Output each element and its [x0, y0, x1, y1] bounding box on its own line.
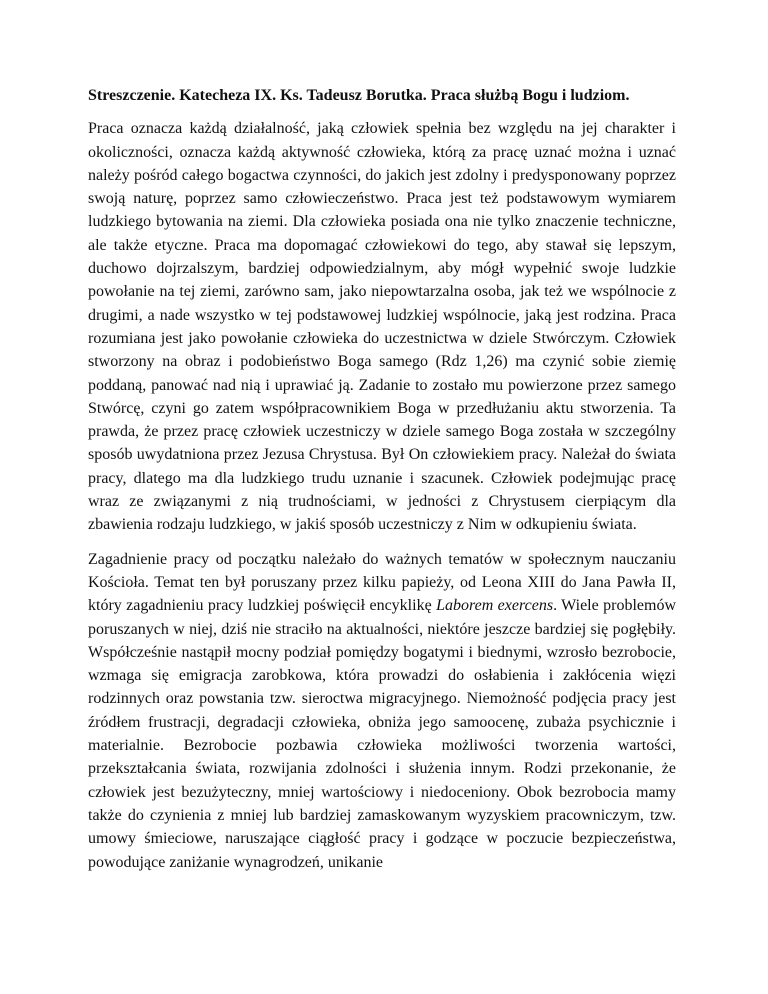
paragraph-2-text-before: Zagadnienie pracy od początku należało do ważnych tematów w społecznym nauczaniu Kościoła. Temat ten był poruszany przez kilku papieży, od Leona XIII do Jana Pawła II, który zagadnieniu pracy ludzkiej poświęcił encyklikę	[88, 550, 676, 615]
paragraph-1: Praca oznacza każdą działalność, jaką człowiek spełnia bez względu na jej charakter i okoliczności, oznacza każdą aktywność człowieka, którą za pracę uznać można i uznać należy pośród całego bogactwa czynności, do jakich jest zdolny i predysponowany poprzez swoją naturę, poprzez samo człowieczeństwo. Praca jest też podstawowym wymiarem ludzkiego bytowania na ziemi. Dla człowieka posiada ona nie tylko znaczenie techniczne, ale także etyczne. Praca ma dopomagać człowiekowi do tego, aby stawał się lepszym, duchowo dojrzalszym, bardziej odpowiedzialnym, aby mógł wypełnić swoje ludzkie powołanie na tej ziemi, zarówno sam, jako niepowtarzalna osoba, jak też we wspólnocie z drugimi, a nade wszystko w tej podstawowej ludzkiej wspólnocie, jaką jest rodzina. Praca rozumiana jest jako powołanie człowieka do uczestnictwa w dziele Stwórczym. Człowiek stworzony na obraz i podobieństwo Boga samego (Rdz 1,26) ma czynić sobie ziemię poddaną, panować nad nią i uprawiać ją. Zadanie to zostało mu powierzone przez samego Stwórcę, czyni go zatem współpracownikiem Boga w przedłużaniu aktu stworzenia. Ta prawda, że przez pracę człowiek uczestniczy w dziele samego Boga została w szczególny sposób uwydatniona przez Jezusa Chrystusa. Był On człowiekiem pracy. Należał do świata pracy, dlatego ma dla ludzkiego trudu uznanie i szacunek. Człowiek podejmując pracę wraz ze związanymi z nią trudnościami, w jedności z Chrystusem cierpiącym dla zbawienia rodzaju ludzkiego, w jakiś sposób uczestniczy z Nim w odkupieniu świata.	[88, 120, 676, 534]
document-page	[88, 84, 676, 885]
encyclical-title: Laborem exercens	[436, 597, 554, 615]
paragraph-2	[88, 548, 676, 874]
document-title: Streszczenie. Katecheza IX. Ks. Tadeusz Borutka. Praca służbą Bogu i ludziom.	[88, 87, 630, 104]
paragraph-2-text-after: . Wiele problemów poruszanych w niej, dziś nie straciło na aktualności, niektóre jeszcze bardziej się pogłębiły. Współcześnie nastąpił mocny podział pomiędzy bogatymi i biednymi, wzrosło bezrobocie, wzmaga się emigracja zarobkowa, która prowadzi do osłabienia i zakłócenia więzi rodzinnych oraz powstania tzw. sieroctwa migracyjnego. Niemożność podjęcia pracy jest źródłem frustracji, degradacji człowieka, obniża jego samoocenę, zubaża psychicznie i materialnie. Bezrobocie pozbawia człowieka możliwości tworzenia wartości, przekształcania świata, rozwijania zdolności i służenia innym. Rodzi przekonanie, że człowiek jest bezużyteczny, mniej wartościowy i niedoceniony. Obok bezrobocia mamy także do czynienia z mniej lub bardziej zamaskowanym wyzyskiem pracowniczym, tzw. umowy śmieciowe, naruszające ciągłość pracy i godzące w poczucie bezpieczeństwa, powodujące zaniżanie wynagrodzeń, unikanie	[88, 597, 677, 871]
